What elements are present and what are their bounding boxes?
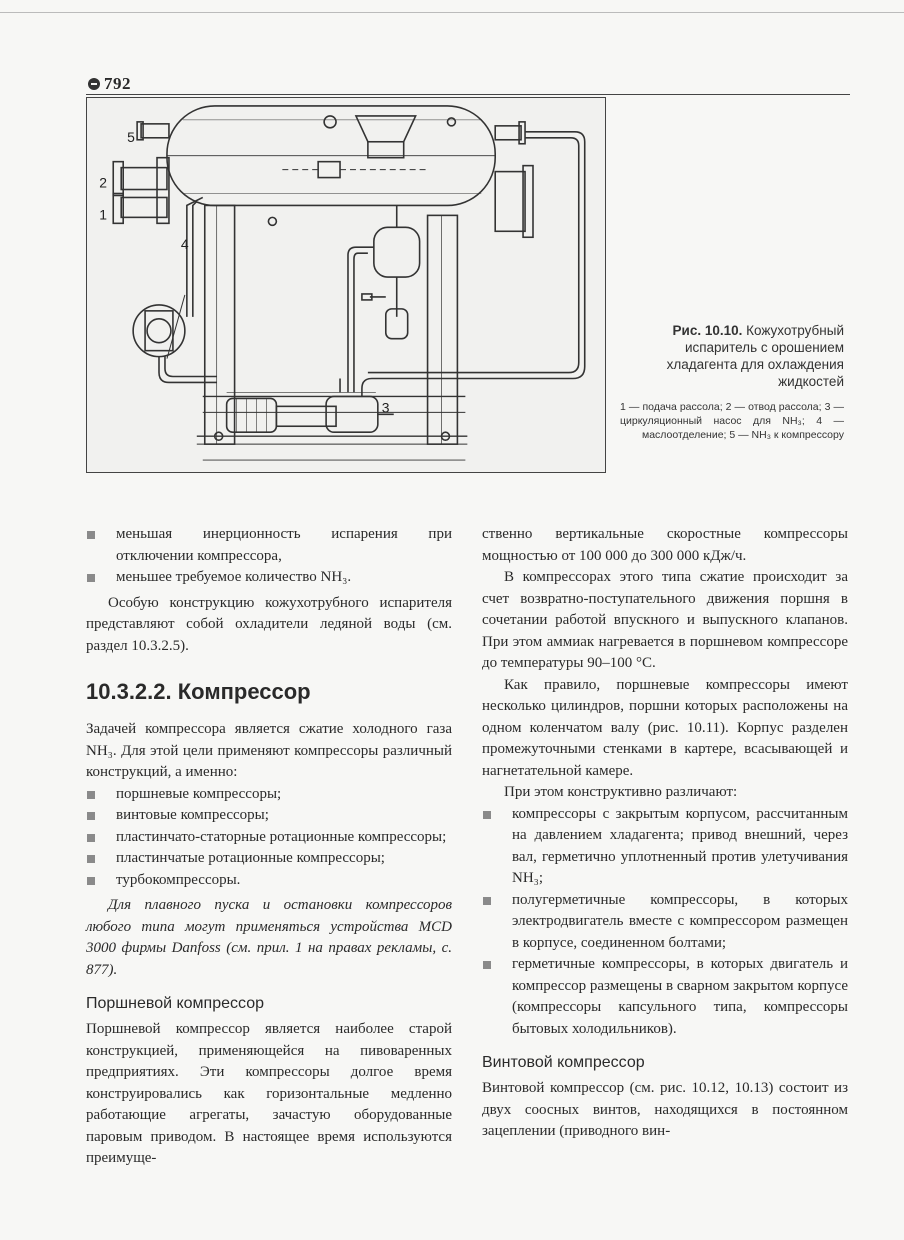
suction-line <box>362 132 585 397</box>
advantages-list <box>86 524 452 589</box>
nozzle-2 <box>121 168 167 190</box>
caption-legend: 1 — подача рассола; 2 — отвод рассола; 3 — циркуляционный насос для NH₃; 4 — маслоотделение; 5 — NH₃ к компрессору <box>620 401 844 441</box>
oil-line-4 <box>187 197 203 316</box>
header-rule <box>86 94 850 95</box>
paragraph: Задачей компрессора является сжатие холодного газа NH₃. Для этой цели применяют компрессоры различный конструкций, а именно: <box>86 721 452 780</box>
leg-left <box>205 205 235 444</box>
list-item: поршневые компрессоры; <box>86 784 452 806</box>
sight-glass <box>318 162 340 178</box>
list-item: компрессоры с закрытым корпусом, рассчитанным на давлением хладагента; привод внешний, через вал, герметично уплотненный против улетучивания NH₃; <box>482 804 848 890</box>
compressor-types-list <box>86 784 452 892</box>
list-item: пластинчато-статорные ротационные компрессоры; <box>86 827 452 849</box>
callout-3: 3 <box>381 399 390 416</box>
page-number-text: 792 <box>104 74 131 93</box>
flange-right <box>495 172 525 232</box>
top-edge-rule <box>0 12 904 13</box>
separator <box>374 227 420 277</box>
list-item: полугерметичные компрессоры, в которых электродвигатель вместе с компрессором размещен в корпусе, соединенном болтами; <box>482 890 848 955</box>
paragraph: При этом конструктивно различают: <box>504 784 738 800</box>
paragraph: Винтовой компрессор (см. рис. 10.12, 10.13) состоит из двух соосных винтов, находящихся в постоянном зацеплении (приводного вин- <box>482 1080 848 1139</box>
figure-caption <box>620 322 844 442</box>
list-item: винтовые компрессоры; <box>86 805 452 827</box>
subheading-piston: Поршневой компрессор <box>86 995 264 1012</box>
leg-right <box>428 215 458 444</box>
list-item: турбокомпрессоры. <box>86 870 452 892</box>
paragraph: Поршневой компрессор является наиболее старой конструкцией, применяющейся на пивоваренных предприятиях. Эти компрессоры долгое время конструировались как горизонтальные медленно работающие агрегаты, зачастую оборудованные паровым приводом. В настоящее время используются преимуще- <box>86 1021 452 1166</box>
italic-note: Для плавного пуска и остановки компрессоров любого типа могут применяться устройства MCD 3000 фирмы Danfoss (см. прил. 1 на правах рекламы, с. 877). <box>86 897 452 978</box>
paragraph: Особую конструкцию кожухотрубного испарителя представляют собой охладители ледяной воды (см. раздел 10.3.2.5). <box>86 594 452 654</box>
callout-1: 1 <box>99 206 108 223</box>
paragraph: В компрессорах этого типа сжатие происходит за счет возвратно-поступательного движения поршня в сочетании работой впускного и выпускного клапанов. При этом аммиак нагревается в поршневом компрессоре до температуры 90–100 °С. <box>482 569 848 671</box>
compressor-housing-list <box>482 804 848 1041</box>
page-number <box>88 74 131 94</box>
paragraph: Как правило, поршневые компрессоры имеют несколько цилиндров, поршни которых расположены на одном коленчатом валу (рис. 10.11). Корпус разделен промежуточными стенками в картере, всасывающей и нагнетательной камере. <box>482 676 848 779</box>
list-item: пластинчатые ротационные компрессоры; <box>86 848 452 870</box>
callout-2: 2 <box>99 174 108 191</box>
right-column <box>482 524 848 1143</box>
nozzle-right-top <box>495 126 521 140</box>
section-heading: 10.3.2.2. Компрессор <box>86 679 311 704</box>
list-item: меньшая инерционность испарения при отключении компрессора, <box>86 524 452 567</box>
left-column <box>86 524 452 1170</box>
subheading-screw: Винтовой компрессор <box>482 1054 645 1071</box>
nozzle-1 <box>121 197 167 217</box>
list-item: герметичные компрессоры, в которых двигатель и компрессор размещены в сварном закрытом корпусе (компрессоры капсульного типа, компрессоры бытовых холодильников). <box>482 954 848 1040</box>
caption-title-text: Кожухотрубный испаритель с орошением хладагента для охлаждения жидкостей <box>666 323 844 389</box>
nozzle-5 <box>141 124 169 138</box>
evaporator-drawing <box>87 98 605 472</box>
oil-separator-wheel <box>133 305 185 357</box>
list-item: меньшее требуемое количество NH₃. <box>86 567 452 589</box>
caption-title <box>620 322 844 390</box>
figure-evaporator <box>86 97 606 473</box>
page-marker-icon <box>88 78 100 90</box>
callout-4: 4 <box>180 236 189 253</box>
paragraph: ственно вертикальные скоростные компрессоры мощностью от 100 000 до 300 000 кДж/ч. <box>482 526 848 564</box>
callout-5: 5 <box>127 128 135 145</box>
caption-label: Рис. 10.10. <box>672 323 743 338</box>
